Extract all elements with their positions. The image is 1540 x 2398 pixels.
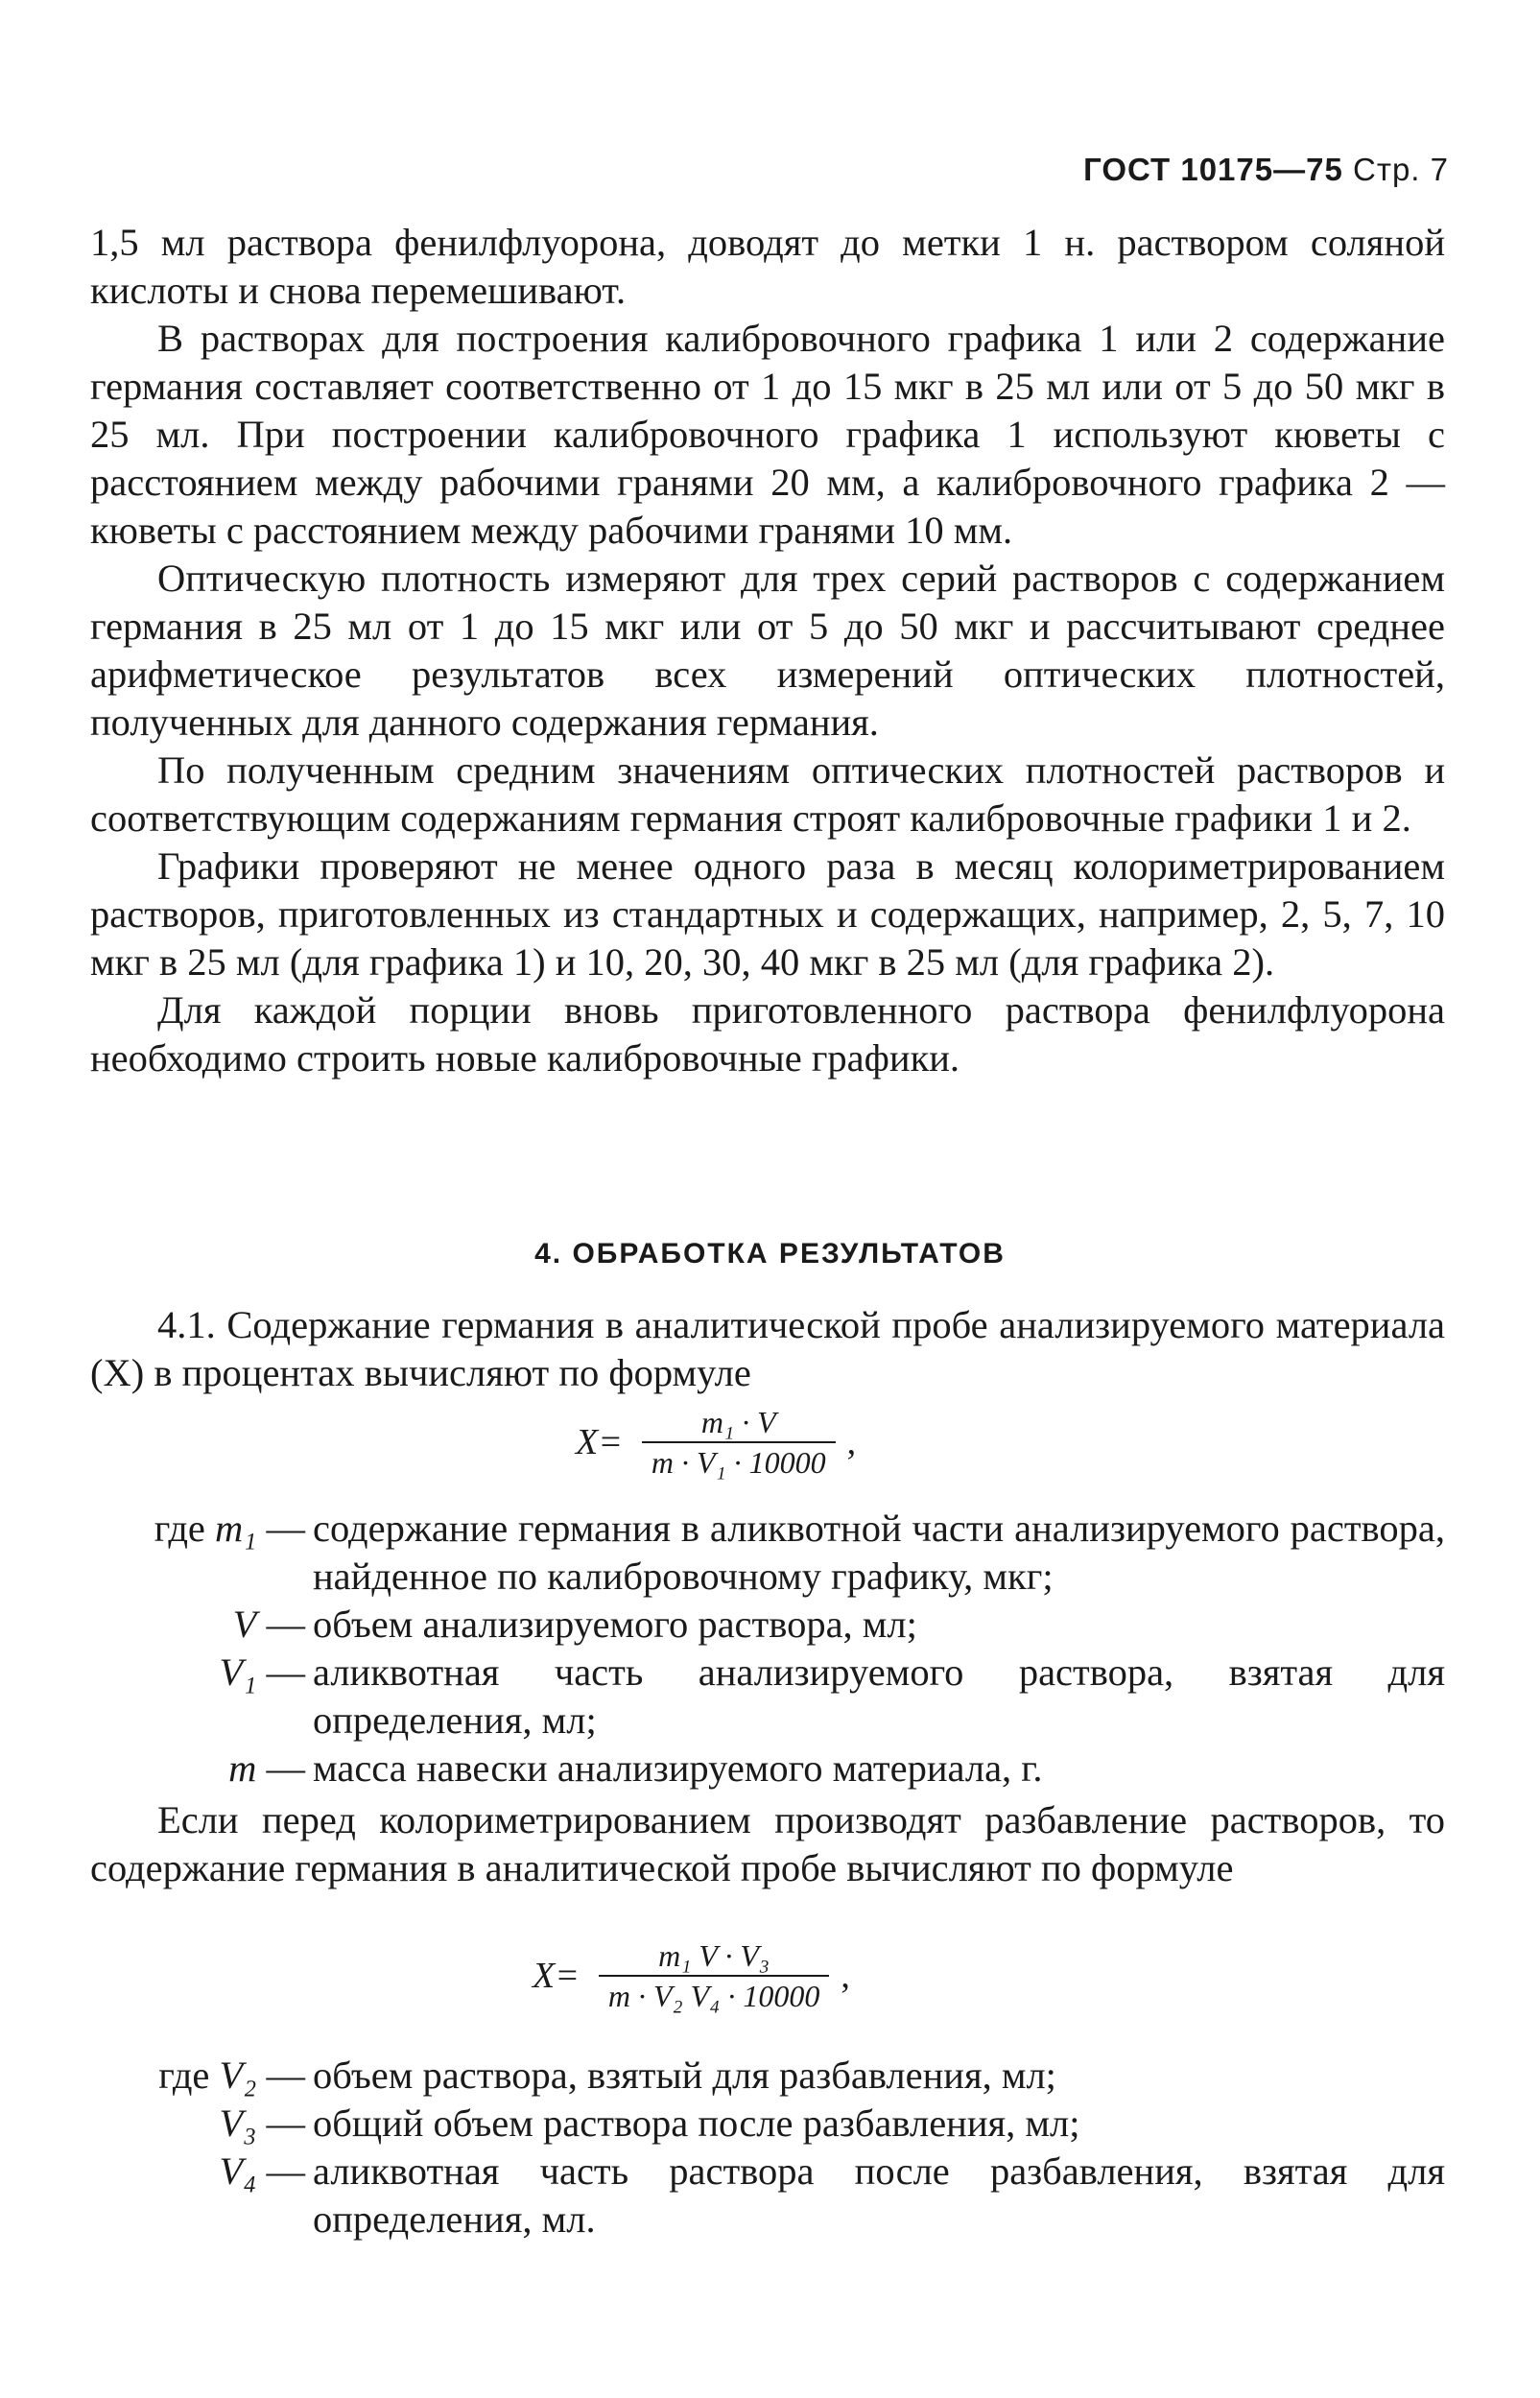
- definition-text: содержание германия в аликвотной части анализируемого раствора, найденное по калибровочному графику, мкг;: [313, 1507, 1445, 1598]
- formula-1-comma: ,: [846, 1422, 857, 1462]
- definition-text: объем анализируемого раствора, мл;: [313, 1603, 917, 1646]
- formula-2: [533, 1936, 850, 2015]
- definition-dash: —: [256, 2101, 305, 2145]
- formula-1-denominator: m · V₁ · 10000: [651, 1445, 826, 1480]
- definition-symbol: V₃: [219, 2101, 257, 2145]
- definition-text: общий объем раствора после разбавления, мл;: [313, 2101, 1080, 2145]
- standard-number: ГОСТ 10175—75: [1083, 152, 1343, 187]
- definition-dash: —: [256, 1507, 305, 1550]
- body-text-top: [90, 219, 1445, 1082]
- formula-2-comma: ,: [841, 1956, 850, 1996]
- dilution-paragraph: Если перед колориметрированием производят разбавление растворов, то содержание германия в аналитической пробе вычисляют по формуле: [90, 1798, 1445, 1889]
- page-number: Стр. 7: [1353, 152, 1449, 187]
- page-header: [998, 152, 1449, 188]
- paragraph-3: Оптическую плотность измеряют для трех серий растворов с содержанием германия в 25 мл от 1 до 15 мкг или от 5 до 50 мкг и рассчитывают среднее арифметическое результатов всех измерений оптических плотностей, полученных для данного содержания германия.: [90, 557, 1445, 744]
- definition-dash: —: [256, 1650, 305, 1694]
- section-heading: 4. ОБРАБОТКА РЕЗУЛЬТАТОВ: [534, 1238, 1006, 1270]
- definition-symbol: V: [232, 1603, 257, 1646]
- formula-1-lhs: X=: [576, 1422, 623, 1462]
- formula-2-denominator: m · V₂ V₄ · 10000: [607, 1979, 820, 2013]
- paragraph-1: 1,5 мл раствора фенилфлуорона, доводят до метки 1 н. раствором соляной кислоты и снова перемешивают.: [90, 221, 1445, 312]
- definition-prefix: где: [158, 2054, 220, 2097]
- definition-symbol: m₁: [215, 1507, 257, 1550]
- definitions-2: [90, 2052, 1445, 2244]
- definition-item: [90, 1745, 1445, 1793]
- formula-1: [576, 1403, 856, 1482]
- definition-symbol: V₄: [219, 2149, 257, 2193]
- definition-item: [90, 1601, 1445, 1649]
- paragraph-4: По полученным средним значениям оптических плотностей растворов и соответствующим содержаниям германия строят калибровочные графики 1 и 2.: [90, 748, 1445, 840]
- formula-1-fraction: [642, 1403, 836, 1482]
- formula-1-numerator: m₁ · V: [700, 1405, 776, 1439]
- paragraph-6: Для каждой порции вновь приготовленного раствора фенилфлуорона необходимо строить новые калибровочные графики.: [90, 988, 1445, 1080]
- definition-text: аликвотная часть раствора после разбавления, взятая для определения, мл.: [313, 2149, 1445, 2241]
- definition-item: [90, 1505, 1445, 1601]
- definition-item: [90, 2100, 1445, 2148]
- definition-dash: —: [256, 1603, 305, 1646]
- definition-dash: —: [256, 1746, 305, 1790]
- formula-2-numerator: m₁ V · V₃: [658, 1938, 770, 1973]
- definition-dash: —: [256, 2149, 305, 2193]
- definition-dash: —: [256, 2054, 305, 2097]
- definition-prefix: где: [154, 1507, 216, 1550]
- definition-symbol: m: [228, 1746, 257, 1790]
- paragraph-5: Графики проверяют не менее одного раза в месяц колориметрированием растворов, приготовленных из стандартных и содержащих, например, 2, 5, 7, 10 мкг в 25 мл (для графика 1) и 10, 20, 30, 40 мкг в 25 мл (для графика 2).: [90, 844, 1445, 984]
- definition-item: [90, 1649, 1445, 1745]
- definition-item: [90, 2052, 1445, 2100]
- definition-symbol: V₁: [219, 1650, 257, 1694]
- definition-text: масса навески анализируемого материала, г.: [313, 1746, 1043, 1790]
- definitions-1: [90, 1505, 1445, 1793]
- formula-2-fraction: [599, 1936, 829, 2015]
- definition-text: аликвотная часть анализируемого раствора, взятая для определения, мл;: [313, 1650, 1445, 1742]
- definition-text: объем раствора, взятый для разбавления, мл;: [313, 2054, 1056, 2097]
- intro-paragraph: 4.1. Содержание германия в аналитической пробе анализируемого материала (X) в процентах вычисляют по формуле: [90, 1303, 1445, 1394]
- dilution-block: [90, 1796, 1445, 1892]
- section-intro: [90, 1301, 1445, 1397]
- formula-2-lhs: X=: [533, 1956, 580, 1996]
- definition-item: [90, 2148, 1445, 2244]
- paragraph-2: В растворах для построения калибровочного графика 1 или 2 содержание германия составляет соответственно от 1 до 15 мкг в 25 мл или от 5 до 50 мкг в 25 мл. При построении калибровочного графика 1 используют кюветы с расстоянием между рабочими гранями 20 мм, а калибровочного графика 2 — кюветы с расстоянием между рабочими гранями 10 мм.: [90, 317, 1445, 552]
- definition-symbol: V₂: [219, 2054, 257, 2097]
